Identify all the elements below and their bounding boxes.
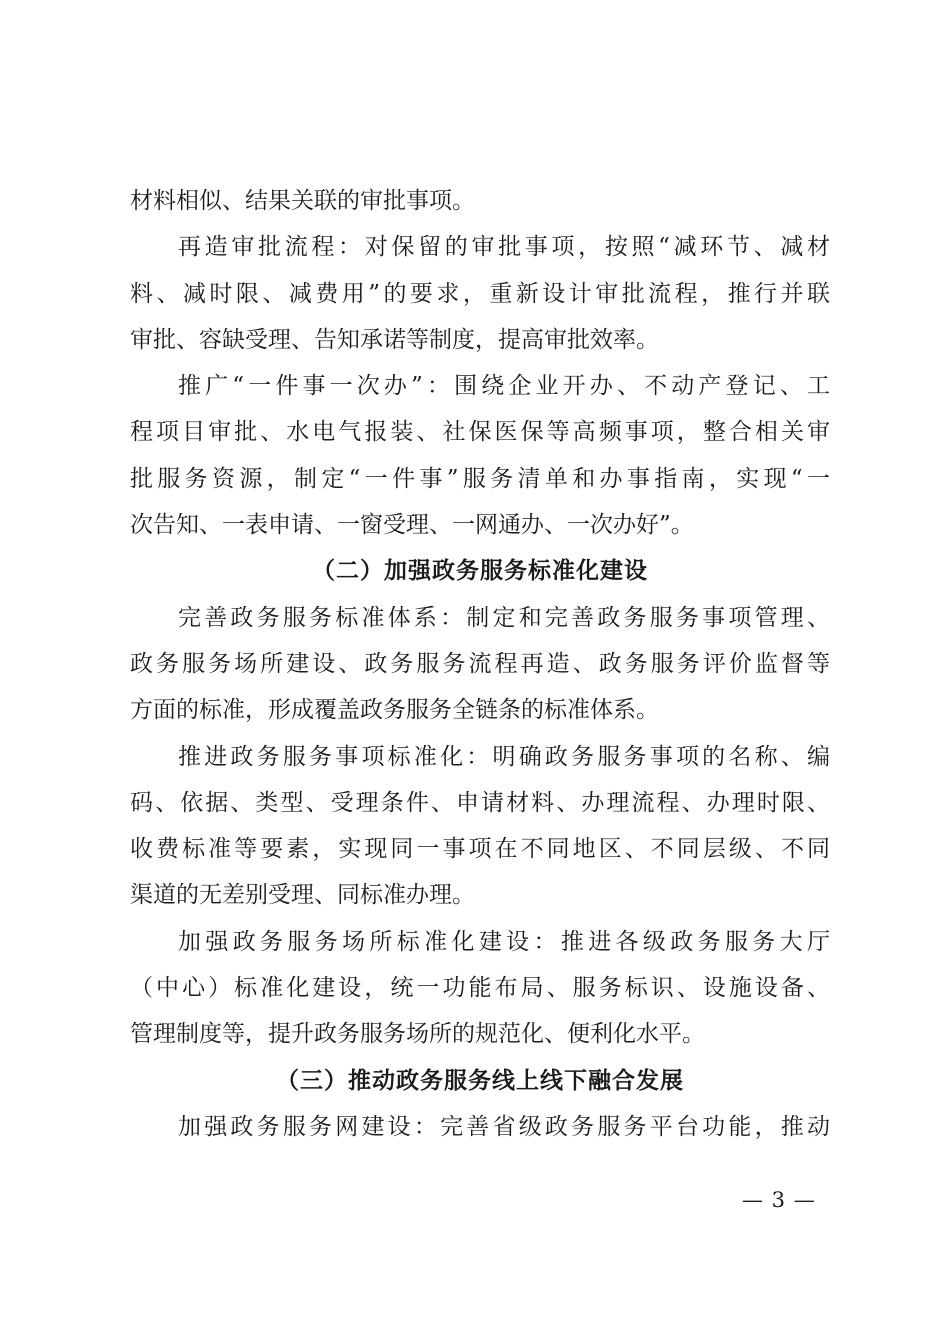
paragraph-line: 完善政务服务标准体系：制定和完善政务服务事项管理、 — [178, 604, 830, 631]
paragraph-line: 收费标准等要素，实现同一事项在不同地区、不同层级、不同 — [130, 836, 830, 863]
paragraph-line: 政务服务场所建设、政务服务流程再造、政务服务评价监督等 — [130, 650, 830, 677]
paragraph-line: 程项目审批、水电气报装、社保医保等高频事项，整合相关审 — [130, 419, 830, 446]
section-heading: （二）加强政务服务标准化建设 — [312, 557, 648, 585]
paragraph-line: （中心）标准化建设，统一功能布局、服务标识、设施设备、 — [130, 975, 830, 1002]
paragraph-line: 码、依据、类型、受理条件、申请材料、办理流程、办理时限、 — [130, 789, 830, 816]
paragraph-line: 加强政务服务网建设：完善省级政务服务平台功能，推动 — [178, 1113, 830, 1140]
paragraph-line: 方面的标准，形成覆盖政务服务全链条的标准体系。 — [130, 697, 659, 724]
paragraph-line: 渠道的无差别受理、同标准办理。 — [130, 882, 475, 909]
page-number: — 3 — — [742, 1188, 816, 1212]
paragraph-line: 再造审批流程：对保留的审批事项，按照“减环节、减材 — [178, 234, 830, 261]
paragraph-line: 管理制度等，提升政务服务场所的规范化、便利化水平。 — [130, 1021, 705, 1048]
paragraph-line: 审批、容缺受理、告知承诺等制度，提高审批效率。 — [130, 326, 659, 353]
paragraph-line: 料、减时限、减费用”的要求，重新设计审批流程，推行并联 — [130, 280, 830, 307]
paragraph-line: 次告知、一表申请、一窗受理、一网通办、一次办好”。 — [130, 512, 694, 539]
document-body — [130, 178, 830, 1150]
paragraph-line: 材料相似、结果关联的审批事项。 — [130, 188, 475, 214]
paragraph-line: 推广“一件事一次办”：围绕企业开办、不动产登记、工 — [178, 373, 830, 400]
paragraph-line: 推进政务服务事项标准化：明确政务服务事项的名称、编 — [178, 743, 830, 770]
paragraph-line: 批服务资源，制定“一件事”服务清单和办事指南，实现“一 — [130, 465, 830, 492]
paragraph-line: 加强政务服务场所标准化建设：推进各级政务服务大厅 — [178, 928, 830, 955]
section-heading: （三）推动政务服务线上线下融合发展 — [276, 1066, 684, 1094]
